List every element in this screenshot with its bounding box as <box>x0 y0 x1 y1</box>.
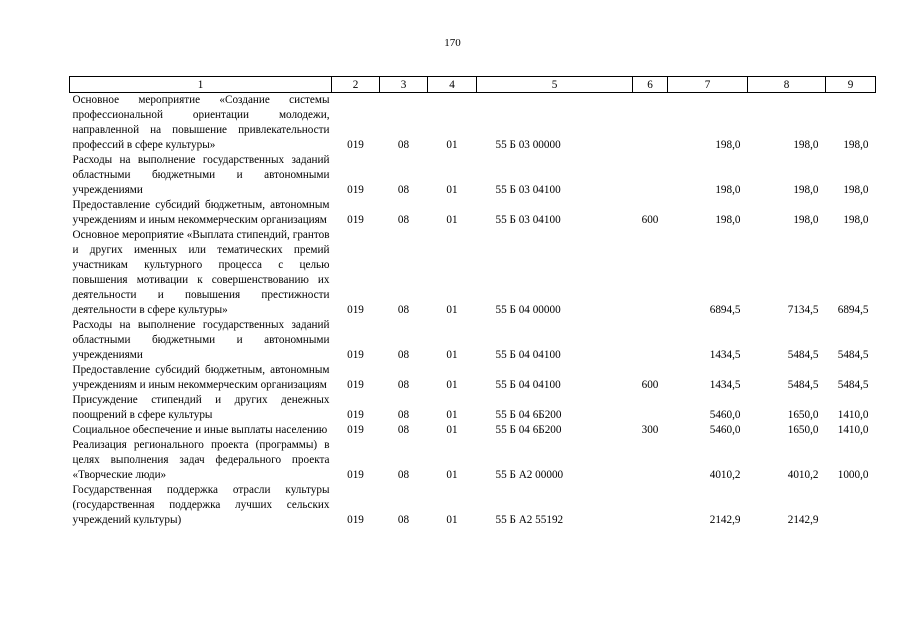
row-name: Присуждение стипендий и других денежных поощрений в сфере культуры <box>72 394 330 421</box>
target-article-code: 55 Б А2 55192 <box>495 514 564 526</box>
table-row <box>70 228 876 318</box>
row-name: Предоставление субсидий бюджетным, автономным учреждениям и иным некоммерческим организациям <box>72 199 330 226</box>
amount-year-3: 5484,5 <box>837 349 869 361</box>
table-header-row <box>70 77 876 93</box>
expense-type-code <box>633 228 668 318</box>
target-article-code: 55 Б 03 04100 <box>495 214 561 226</box>
row-name: Основное мероприятие «Выплата стипендий, грантов и других именных или тематических премий участникам культурного процесса с целью повышения мотивации к совершенствованию их деятельности и повышения престижности деятельности в сфере культуры» <box>72 229 330 316</box>
amount-year-2: 198,0 <box>793 214 819 226</box>
header-col-1: 1 <box>70 77 332 93</box>
subsection-code: 01 <box>446 139 458 151</box>
row-name: Основное мероприятие «Создание системы профессиональной ориентации молодежи, направленной на повышение привлекательности профессий в сфере культуры» <box>72 94 330 151</box>
target-article-code: 55 Б 04 04100 <box>495 349 561 361</box>
amount-year-2: 7134,5 <box>787 304 819 316</box>
header-col-6: 6 <box>633 77 668 93</box>
ministry-code: 019 <box>347 379 364 391</box>
page-number: 170 <box>444 37 461 49</box>
header-col-9: 9 <box>826 77 876 93</box>
section-code: 08 <box>397 409 410 421</box>
subsection-code: 01 <box>446 214 458 226</box>
subsection-code: 01 <box>446 184 458 196</box>
amount-year-3: 5484,5 <box>837 379 869 391</box>
expense-type-code: 300 <box>641 424 659 436</box>
expense-type-code <box>633 153 668 198</box>
row-name: Расходы на выполнение государственных заданий областными бюджетными и автономными учреждениями <box>72 154 330 196</box>
section-code: 08 <box>397 214 410 226</box>
section-code: 08 <box>397 139 410 151</box>
amount-year-3: 198,0 <box>843 214 869 226</box>
amount-year-2: 4010,2 <box>787 469 819 481</box>
target-article-code: 55 Б 04 6Б200 <box>495 409 562 421</box>
table-row <box>70 153 876 198</box>
expense-type-code <box>633 483 668 528</box>
amount-year-3: 198,0 <box>843 184 869 196</box>
ministry-code: 019 <box>347 409 364 421</box>
section-code: 08 <box>397 514 410 526</box>
amount-year-2: 198,0 <box>793 184 819 196</box>
subsection-code: 01 <box>446 379 458 391</box>
table-row <box>70 93 876 154</box>
amount-year-1: 4010,2 <box>709 469 741 481</box>
expense-type-code: 600 <box>641 379 659 391</box>
target-article-code: 55 Б 04 6Б200 <box>495 424 562 436</box>
amount-year-2: 5484,5 <box>787 349 819 361</box>
expense-type-code <box>633 393 668 423</box>
amount-year-2: 5484,5 <box>787 379 819 391</box>
row-name: Предоставление субсидий бюджетным, автономным учреждениям и иным некоммерческим организациям <box>72 364 330 391</box>
expense-type-code <box>633 438 668 483</box>
target-article-code: 55 Б А2 00000 <box>495 469 564 481</box>
ministry-code: 019 <box>347 139 364 151</box>
amount-year-3: 1410,0 <box>837 409 869 421</box>
subsection-code: 01 <box>446 424 458 436</box>
amount-year-3 <box>826 483 876 528</box>
table-row <box>70 423 876 438</box>
table-row <box>70 483 876 528</box>
row-name: Социальное обеспечение и иные выплаты населению <box>72 424 328 436</box>
ministry-code: 019 <box>347 304 364 316</box>
subsection-code: 01 <box>446 409 458 421</box>
section-code: 08 <box>397 349 410 361</box>
header-col-4: 4 <box>428 77 477 93</box>
amount-year-1: 2142,9 <box>709 514 741 526</box>
subsection-code: 01 <box>446 514 458 526</box>
budget-table <box>69 76 876 528</box>
amount-year-1: 198,0 <box>715 139 741 151</box>
header-col-7: 7 <box>668 77 748 93</box>
table-row <box>70 318 876 363</box>
section-code: 08 <box>397 379 410 391</box>
table-row <box>70 363 876 393</box>
row-name: Реализация регионального проекта (программы) в целях выполнения задач федерального проекта «Творческие люди» <box>72 439 330 481</box>
expense-type-code <box>633 93 668 154</box>
table-row <box>70 393 876 423</box>
amount-year-1: 5460,0 <box>709 424 741 436</box>
target-article-code: 55 Б 03 00000 <box>495 139 561 151</box>
header-col-5: 5 <box>477 77 633 93</box>
amount-year-3: 198,0 <box>843 139 869 151</box>
amount-year-2: 1650,0 <box>787 409 819 421</box>
section-code: 08 <box>397 469 410 481</box>
amount-year-1: 198,0 <box>715 184 741 196</box>
ministry-code: 019 <box>347 424 364 436</box>
amount-year-1: 1434,5 <box>709 379 741 391</box>
amount-year-2: 2142,9 <box>787 514 819 526</box>
ministry-code: 019 <box>347 514 364 526</box>
target-article-code: 55 Б 03 04100 <box>495 184 561 196</box>
subsection-code: 01 <box>446 304 458 316</box>
amount-year-1: 198,0 <box>715 214 741 226</box>
section-code: 08 <box>397 304 410 316</box>
section-code: 08 <box>397 184 410 196</box>
amount-year-2: 198,0 <box>793 139 819 151</box>
subsection-code: 01 <box>446 349 458 361</box>
subsection-code: 01 <box>446 469 458 481</box>
amount-year-3: 1410,0 <box>837 424 869 436</box>
target-article-code: 55 Б 04 00000 <box>495 304 561 316</box>
ministry-code: 019 <box>347 214 364 226</box>
ministry-code: 019 <box>347 184 364 196</box>
row-name: Государственная поддержка отрасли культуры (государственная поддержка лучших сельских учреждений культуры) <box>72 484 330 526</box>
expense-type-code <box>633 318 668 363</box>
table-row <box>70 438 876 483</box>
ministry-code: 019 <box>347 349 364 361</box>
amount-year-3: 1000,0 <box>837 469 869 481</box>
amount-year-2: 1650,0 <box>787 424 819 436</box>
row-name: Расходы на выполнение государственных заданий областными бюджетными и автономными учреждениями <box>72 319 330 361</box>
amount-year-1: 6894,5 <box>709 304 741 316</box>
section-code: 08 <box>397 424 410 436</box>
header-col-3: 3 <box>380 77 428 93</box>
ministry-code: 019 <box>347 469 364 481</box>
amount-year-1: 1434,5 <box>709 349 741 361</box>
header-col-8: 8 <box>748 77 826 93</box>
amount-year-3: 6894,5 <box>837 304 869 316</box>
table-row <box>70 198 876 228</box>
amount-year-1: 5460,0 <box>709 409 741 421</box>
header-col-2: 2 <box>332 77 380 93</box>
target-article-code: 55 Б 04 04100 <box>495 379 561 391</box>
expense-type-code: 600 <box>641 214 659 226</box>
